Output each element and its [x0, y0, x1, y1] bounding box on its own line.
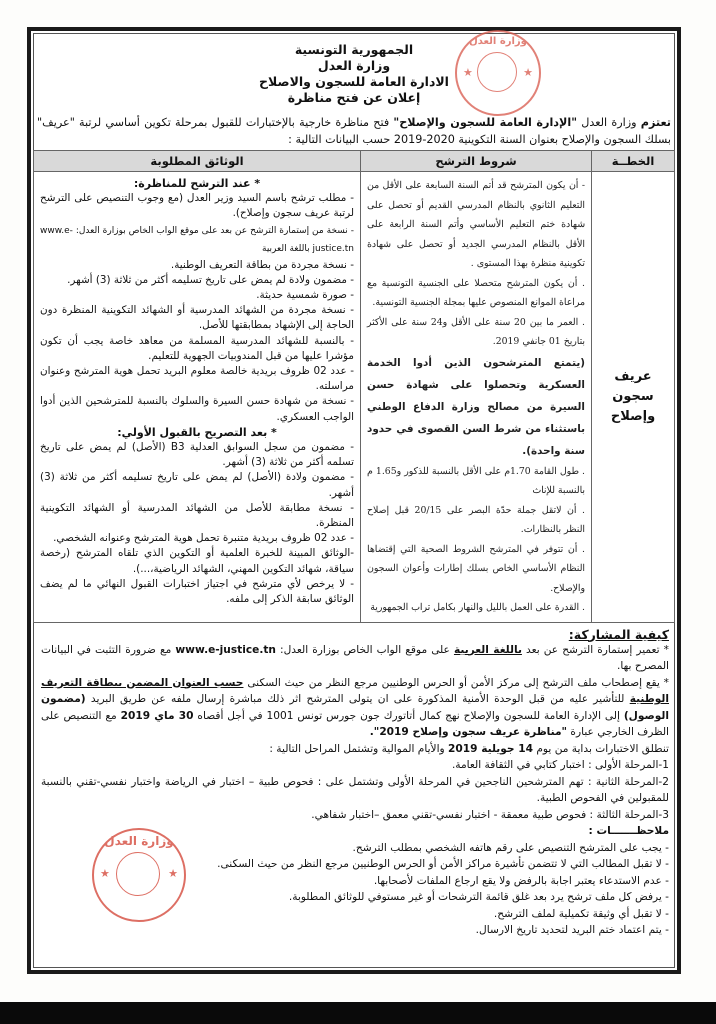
stage-item: 3-المرحلة الثالثة : فحوص طبية معمقة - اختبار نفسي-تقني معمق –اختبار شفاهي.: [311, 808, 669, 821]
table-header-row: [34, 151, 675, 172]
condition-item: . العمر ما بين 20 سنة على الأقل و24 سنة على الأكثر بتاريخ 01 جانفي 2019.: [367, 316, 585, 347]
plan-cell: عريف سجون وإصلاح: [592, 172, 675, 623]
section-before-application: * عند الترشح للمناظرة:: [133, 177, 261, 190]
note-item: - عدم الاستدعاء يعتبر اجابة بالرفض ولا يقع ارجاع الملفات لأصحابها.: [373, 874, 669, 887]
notes-title: ملاحظـــــــات :: [588, 825, 669, 837]
header-conditions: شروط الترشح: [361, 151, 592, 172]
note-item: - يتم اعتماد ختم البريد لتحديد تاريخ الارسال.: [475, 924, 669, 936]
stage-item: 1-المرحلة الأولى : اختبار كتابي في الثقافة العامة.: [451, 759, 669, 771]
document-item: - نسخة مجردة من الشهائد المدرسية أو الشهائد التكوينية المنظرة دون الحاجة إلى الإشهاد بمطابقتها للأصل.: [40, 304, 354, 332]
republic-title: الجمهورية التونسية: [294, 42, 414, 57]
document-item: -الوثائق المبينة للخبرة العلمية أو التكوين الذي تلقاه المترشح (رخصة سياقة، شهائد التكوين المهني، الشهائد الرياضية،...).: [40, 547, 354, 575]
table-row: [34, 172, 675, 623]
ministry-stamp-top: وزارة العدل ★ ★: [455, 30, 541, 116]
document-item: - لا يرخص لأي مترشح في اجتياز اختبارات القبول النهائي ما لم يضف الوثائق سابقة الذكر إلى ملفه.: [40, 577, 354, 606]
document-item: - عدد 02 ظروف بريدية متنبرة تحمل هوية المترشح وعنوانه الشخصي.: [53, 532, 354, 545]
condition-item: . القدرة على العمل بالليل والنهار بكامل تراب الجمهورية: [370, 602, 585, 613]
condition-item: (يتمتع المترشحون الذين أدوا الخدمة العسكرية وتحصلوا على شهادة حسن السيرة من مصالح وزارة الدفاع الوطني باستثناء من شرط السن القصوى في حدود سنة واحدة).: [367, 356, 585, 457]
exam-start: تنطلق الاختبارات بداية من يوم 14 جويلية 2019 والأيام الموالية وتشتمل المراحل التالية :: [269, 742, 669, 755]
note-item: - يجب على المترشح التنصيص على رقم هاتفه الشخصي بمطلب الترشح.: [352, 841, 669, 854]
document-item: - مضمون من سجل السوابق العدلية B3 (الأصل) لم يمض على تاريخ تسلمه أكثر من ثلاثة (3) أشهر.: [40, 441, 354, 469]
website-link[interactable]: www.e-justice.tn: [175, 643, 276, 656]
conditions-cell: [361, 172, 592, 623]
announcement-document: [33, 30, 675, 939]
header-documents: الوثائق المطلوبة: [34, 151, 361, 172]
document-item: - نسخة مطابقة للأصل من الشهائد المدرسية أو الشهائد التكوينية المنظرة.: [40, 501, 354, 530]
note-item: - لا تقبل المطالب التي لا تتضمن تأشيرة مراكز الأمن أو الحرس الوطنيين مرجع النظر من حيث السكنى.: [217, 858, 669, 870]
document-header: [33, 42, 675, 106]
announcement-title: إعلان عن فتح مناظرة: [287, 90, 421, 105]
documents-cell: [34, 172, 361, 623]
participation-title: كيفية المشاركة:: [568, 626, 669, 642]
document-item: - نسخة من إستمارة الترشح عن بعد على موقع الواب الخاص بوزارة العدل: www.e-justice.tn باللغة العربية: [40, 225, 354, 254]
requirements-table: [33, 150, 675, 623]
section-after-admission: * بعد التصريح بالقبول الأولي:: [117, 425, 277, 439]
stage-item: 2-المرحلة الثانية : تهم المترشحين الناجحين في المرحلة الأولى وتشتمل على : فحوص طبية – اختبار في الرياضة واختبار نفسي-تقني بالنسبة للمقبولين في الفحوص الطبية.: [41, 775, 669, 804]
directorate-title: الادارة العامة للسجون والاصلاح: [259, 74, 449, 89]
ministry-stamp-bottom: وزارة العدل ★ ★: [92, 828, 186, 922]
condition-item: . طول القامة 1.70م على الأقل بالنسبة للذكور و1.65 م بالنسبة للإناث: [367, 465, 585, 496]
document-item: - مضمون ولادة (الأصل) لم يمض على تاريخ تسليمه أكثر من ثلاثة (3) أشهر.: [40, 471, 354, 499]
document-item: - مطلب ترشح باسم السيد وزير العدل (مع وجوب التنصيص على الترشح لرتبة عريف سجون وإصلاح).: [40, 192, 354, 220]
condition-item: . أن لاتقل جملة حدّة البصر على 20/15 قبل إصلاح النظر بالنظارات.: [367, 504, 586, 535]
scan-bottom-edge: [0, 1002, 716, 1024]
document-item: - مضمون ولادة لم يمض على تاريخ تسليمه أكثر من ثلاثة (3) أشهر.: [67, 273, 354, 286]
participation-file-submission: * يقع إصطحاب ملف الترشح إلى مركز الأمن أو الحرس الوطنيين مرجع النظر من حيث السكنى حسب العنوان المضمن ببطاقة التعريف الوطنية للتأشير عليه من قبل الوحدة الأمنية المذكورة على ان يتولى المترشح اثر ذلك مباشرة إرسال ملفه عن طريق البريد (مضمون الوصول) إلى الإدارة العامة للسجون والإصلاح نهج كمال أتاتورك جون جورس تونس 1001 في أجل أقصاه 30 ماي 2019 مع التنصيص على الظرف الخارجي عبارة "مناظرة عريف سجون وإصلاح 2019".: [41, 676, 670, 738]
participation-online-form: * تعمير إستمارة الترشح عن بعد باللغة العربية على موقع الواب الخاص بوزارة العدل: www.e-justice.tn مع ضرورة التثبت في البيانات المصرح بها.: [41, 643, 669, 672]
note-item: - يرفض كل ملف ترشح يرد بعد غلق قائمة الترشحات أو غير مستوفي للوثائق المطلوبة.: [288, 891, 669, 903]
intro-paragraph: تعتزم وزارة العدل "الإدارة العامة للسجون والإصلاح" فتح مناظرة خارجية بالإختبارات للقبول بمرحلة تكوين أساسي لرتبة "عريف" بسلك السجون والإصلاح بعنوان السنة التكوينية 2020-2019 حسب البيانات التالية :: [37, 116, 671, 146]
document-item: - صورة شمسية حديثة.: [256, 289, 354, 302]
condition-item: - أن يكون المترشح قد أتم السنة السابعة على الأقل من التعليم الثانوي بالنظام المدرسي القديم أو تحصل على شهادة ختم التعليم الأساسي وأتم السنة الرابعة على الأقل بالنظام المدرسي الجديد أو تحصل على شهادة تكوينية منظرة بهذا المستوى .: [367, 180, 585, 269]
note-item: - لا تقبل أي وثيقة تكميلية لملف الترشح.: [493, 907, 669, 920]
header-plan: الخطــة: [592, 151, 675, 172]
document-item: - بالنسبة للشهائد المدرسية المسلمة من معاهد خاصة يجب أن تكون مؤشرا عليها من قبل المندوبيات الجهوية للتعليم.: [40, 334, 354, 362]
ministry-title: وزارة العدل: [317, 58, 391, 73]
condition-item: . أن تتوفر في المترشح الشروط الصحية التي إقتضاها النظام الأساسي الخاص بسلك إطارات وأعوان السجون والإصلاح.: [367, 543, 585, 594]
condition-item: . أن يكون المترشح متحصلا على الجنسية التونسية مع مراعاة الموانع المنصوص عليها بمجلة الجنسية التونسية.: [367, 277, 585, 308]
document-item: - نسخة مجردة من بطاقة التعريف الوطنية.: [170, 258, 354, 271]
document-item: - نسخة من شهادة حسن السيرة والسلوك بالنسبة للمترشحين الذين أدوا الواجب العسكري.: [40, 395, 354, 423]
document-item: - عدد 02 ظروف بريدية خالصة معلوم البريد تحمل هوية المترشح وعنوان مراسلته.: [40, 365, 354, 393]
